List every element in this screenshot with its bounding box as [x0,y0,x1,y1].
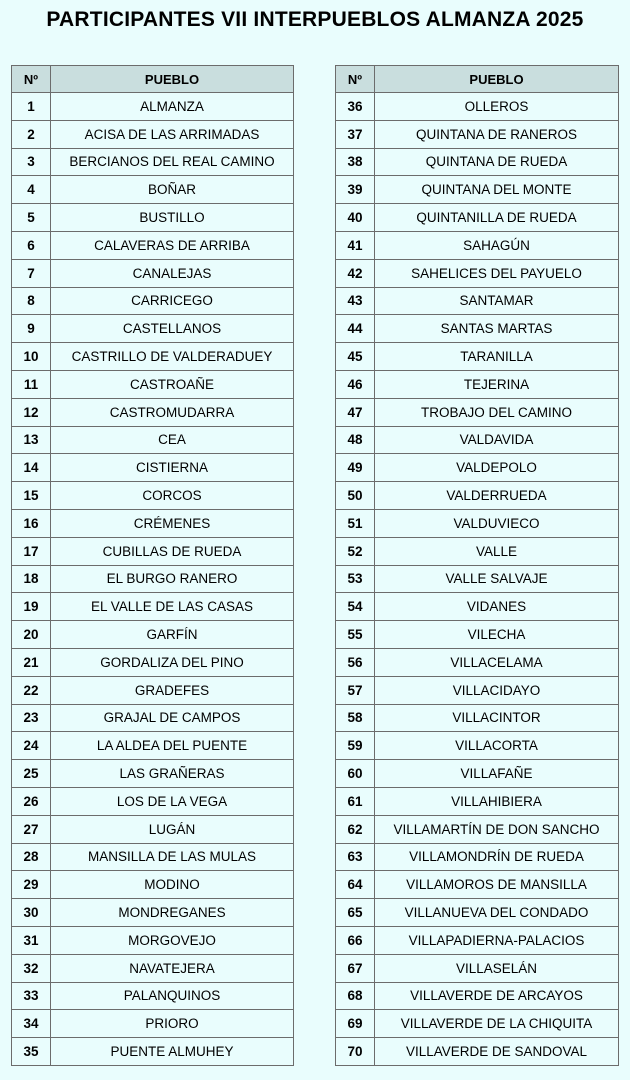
row-pueblo-name: ALMANZA [51,93,294,121]
row-number: 46 [336,370,375,398]
row-number: 47 [336,398,375,426]
row-number: 18 [12,565,51,593]
row-pueblo-name: CASTROMUDARRA [51,398,294,426]
row-number: 5 [12,204,51,232]
table-row [12,343,294,371]
column-header-number: Nº [336,66,375,93]
table-row [336,509,619,537]
table-row [336,370,619,398]
table-row [12,537,294,565]
row-pueblo-name: CUBILLAS DE RUEDA [51,537,294,565]
row-number: 23 [12,704,51,732]
row-number: 31 [12,926,51,954]
row-pueblo-name: PUENTE ALMUHEY [51,1038,294,1066]
row-number: 68 [336,982,375,1010]
row-pueblo-name: CASTROAÑE [51,370,294,398]
row-pueblo-name: VILLAMARTÍN DE DON SANCHO [375,815,619,843]
table-row [336,593,619,621]
table-row [336,954,619,982]
table-row [12,426,294,454]
row-number: 29 [12,871,51,899]
row-number: 62 [336,815,375,843]
row-number: 35 [12,1038,51,1066]
row-number: 43 [336,287,375,315]
row-pueblo-name: MORGOVEJO [51,926,294,954]
table-row [12,815,294,843]
row-number: 11 [12,370,51,398]
row-number: 59 [336,732,375,760]
row-pueblo-name: SAHELICES DEL PAYUELO [375,259,619,287]
table-row [336,426,619,454]
row-pueblo-name: MANSILLA DE LAS MULAS [51,843,294,871]
row-pueblo-name: PRIORO [51,1010,294,1038]
table-row [336,454,619,482]
row-number: 17 [12,537,51,565]
row-number: 54 [336,593,375,621]
table-row [12,93,294,121]
row-pueblo-name: TROBAJO DEL CAMINO [375,398,619,426]
row-number: 66 [336,926,375,954]
row-pueblo-name: BUSTILLO [51,204,294,232]
row-number: 20 [12,621,51,649]
row-number: 22 [12,676,51,704]
table-row [12,843,294,871]
table-body-left [12,93,294,1066]
table-header-row [336,66,619,93]
table-row [12,787,294,815]
row-number: 65 [336,899,375,927]
row-number: 60 [336,760,375,788]
row-number: 67 [336,954,375,982]
row-pueblo-name: BOÑAR [51,176,294,204]
row-number: 19 [12,593,51,621]
row-pueblo-name: VILLACIDAYO [375,676,619,704]
table-row [12,259,294,287]
row-pueblo-name: VILLASELÁN [375,954,619,982]
table-row [12,454,294,482]
table-row [336,843,619,871]
row-number: 61 [336,787,375,815]
row-pueblo-name: VILLAFAÑE [375,760,619,788]
table-row [12,926,294,954]
row-pueblo-name: QUINTANILLA DE RUEDA [375,204,619,232]
table-row [12,148,294,176]
table-row [336,231,619,259]
table-row [336,537,619,565]
row-number: 12 [12,398,51,426]
table-row [336,621,619,649]
row-number: 53 [336,565,375,593]
row-pueblo-name: GARFÍN [51,621,294,649]
row-pueblo-name: VIDANES [375,593,619,621]
row-pueblo-name: EL VALLE DE LAS CASAS [51,593,294,621]
row-pueblo-name: GRADEFES [51,676,294,704]
row-number: 48 [336,426,375,454]
table-row [336,259,619,287]
row-pueblo-name: LA ALDEA DEL PUENTE [51,732,294,760]
table-row [336,899,619,927]
row-pueblo-name: VILLACORTA [375,732,619,760]
table-row [336,398,619,426]
row-pueblo-name: CALAVERAS DE ARRIBA [51,231,294,259]
table-row [336,120,619,148]
row-pueblo-name: VILLAVERDE DE LA CHIQUITA [375,1010,619,1038]
table-row [336,648,619,676]
row-pueblo-name: CISTIERNA [51,454,294,482]
table-row [336,760,619,788]
row-pueblo-name: VILLANUEVA DEL CONDADO [375,899,619,927]
table-row [12,176,294,204]
table-row [12,676,294,704]
row-pueblo-name: VALLE SALVAJE [375,565,619,593]
row-number: 24 [12,732,51,760]
table-row [336,315,619,343]
row-number: 44 [336,315,375,343]
table-row [12,621,294,649]
row-number: 30 [12,899,51,927]
table-row [12,954,294,982]
participants-table-left [11,65,294,1066]
row-pueblo-name: CEA [51,426,294,454]
row-number: 40 [336,204,375,232]
table-row [336,732,619,760]
table-row [12,509,294,537]
table-row [336,148,619,176]
row-number: 21 [12,648,51,676]
row-number: 69 [336,1010,375,1038]
row-number: 57 [336,676,375,704]
row-pueblo-name: SAHAGÚN [375,231,619,259]
row-pueblo-name: VALDAVIDA [375,426,619,454]
row-number: 70 [336,1038,375,1066]
row-number: 33 [12,982,51,1010]
table-row [12,1010,294,1038]
row-pueblo-name: MODINO [51,871,294,899]
row-pueblo-name: VALDUVIECO [375,509,619,537]
table-row [336,1038,619,1066]
row-pueblo-name: QUINTANA DE RANEROS [375,120,619,148]
row-number: 7 [12,259,51,287]
row-pueblo-name: LAS GRAÑERAS [51,760,294,788]
row-number: 4 [12,176,51,204]
row-pueblo-name: OLLEROS [375,93,619,121]
table-row [12,899,294,927]
row-number: 8 [12,287,51,315]
row-number: 52 [336,537,375,565]
table-row [12,704,294,732]
row-number: 1 [12,93,51,121]
row-pueblo-name: VILECHA [375,621,619,649]
table-row [336,93,619,121]
table-row [12,648,294,676]
row-number: 10 [12,343,51,371]
row-pueblo-name: ACISA DE LAS ARRIMADAS [51,120,294,148]
row-pueblo-name: LUGÁN [51,815,294,843]
column-header-number: Nº [12,66,51,93]
row-pueblo-name: CORCOS [51,482,294,510]
table-row [336,871,619,899]
table-row [336,1010,619,1038]
row-number: 64 [336,871,375,899]
table-row [336,676,619,704]
row-number: 51 [336,509,375,537]
table-row [12,120,294,148]
row-pueblo-name: VILLAHIBIERA [375,787,619,815]
table-row [336,565,619,593]
table-row [12,204,294,232]
row-number: 34 [12,1010,51,1038]
row-number: 6 [12,231,51,259]
row-number: 50 [336,482,375,510]
row-number: 56 [336,648,375,676]
column-header-pueblo: PUEBLO [375,66,619,93]
row-number: 28 [12,843,51,871]
row-number: 45 [336,343,375,371]
table-row [12,1038,294,1066]
table-row [336,815,619,843]
column-header-pueblo: PUEBLO [51,66,294,93]
table-row [12,732,294,760]
row-pueblo-name: SANTAMAR [375,287,619,315]
row-pueblo-name: BERCIANOS DEL REAL CAMINO [51,148,294,176]
row-pueblo-name: VILLACELAMA [375,648,619,676]
table-row [336,926,619,954]
row-pueblo-name: VALLE [375,537,619,565]
row-number: 2 [12,120,51,148]
row-pueblo-name: VILLAMONDRÍN DE RUEDA [375,843,619,871]
table-row [12,231,294,259]
table-row [336,176,619,204]
table-row [12,982,294,1010]
row-pueblo-name: VILLACINTOR [375,704,619,732]
table-row [336,982,619,1010]
table-row [12,287,294,315]
row-number: 39 [336,176,375,204]
row-pueblo-name: TEJERINA [375,370,619,398]
row-pueblo-name: SANTAS MARTAS [375,315,619,343]
row-pueblo-name: VILLAMOROS DE MANSILLA [375,871,619,899]
row-pueblo-name: EL BURGO RANERO [51,565,294,593]
row-number: 26 [12,787,51,815]
table-row [336,343,619,371]
table-body-right [336,93,619,1066]
table-header-row [12,66,294,93]
row-number: 15 [12,482,51,510]
participants-table-right [335,65,619,1066]
row-number: 3 [12,148,51,176]
table-row [336,204,619,232]
row-number: 55 [336,621,375,649]
row-number: 25 [12,760,51,788]
row-pueblo-name: VILLAVERDE DE SANDOVAL [375,1038,619,1066]
row-pueblo-name: LOS DE LA VEGA [51,787,294,815]
table-row [336,482,619,510]
row-pueblo-name: CASTRILLO DE VALDERADUEY [51,343,294,371]
row-number: 9 [12,315,51,343]
row-pueblo-name: CANALEJAS [51,259,294,287]
row-number: 42 [336,259,375,287]
row-number: 32 [12,954,51,982]
row-pueblo-name: PALANQUINOS [51,982,294,1010]
row-number: 41 [336,231,375,259]
table-row [12,398,294,426]
row-number: 38 [336,148,375,176]
row-pueblo-name: VALDERRUEDA [375,482,619,510]
row-number: 63 [336,843,375,871]
row-number: 58 [336,704,375,732]
table-row [12,482,294,510]
row-pueblo-name: QUINTANA DE RUEDA [375,148,619,176]
row-pueblo-name: NAVATEJERA [51,954,294,982]
page-title: PARTICIPANTES VII INTERPUEBLOS ALMANZA 2025 [46,8,584,31]
row-pueblo-name: QUINTANA DEL MONTE [375,176,619,204]
table-row [12,871,294,899]
table-row [336,704,619,732]
table-row [12,315,294,343]
row-number: 36 [336,93,375,121]
row-pueblo-name: VALDEPOLO [375,454,619,482]
row-number: 14 [12,454,51,482]
row-pueblo-name: CRÉMENES [51,509,294,537]
row-pueblo-name: VILLAVERDE DE ARCAYOS [375,982,619,1010]
row-number: 49 [336,454,375,482]
row-pueblo-name: CASTELLANOS [51,315,294,343]
table-row [12,593,294,621]
row-pueblo-name: VILLAPADIERNA-PALACIOS [375,926,619,954]
table-row [336,287,619,315]
table-row [12,760,294,788]
row-pueblo-name: TARANILLA [375,343,619,371]
row-number: 16 [12,509,51,537]
row-pueblo-name: GORDALIZA DEL PINO [51,648,294,676]
row-pueblo-name: GRAJAL DE CAMPOS [51,704,294,732]
row-pueblo-name: MONDREGANES [51,899,294,927]
table-row [12,565,294,593]
row-pueblo-name: CARRICEGO [51,287,294,315]
row-number: 37 [336,120,375,148]
row-number: 27 [12,815,51,843]
row-number: 13 [12,426,51,454]
table-row [12,370,294,398]
table-row [336,787,619,815]
